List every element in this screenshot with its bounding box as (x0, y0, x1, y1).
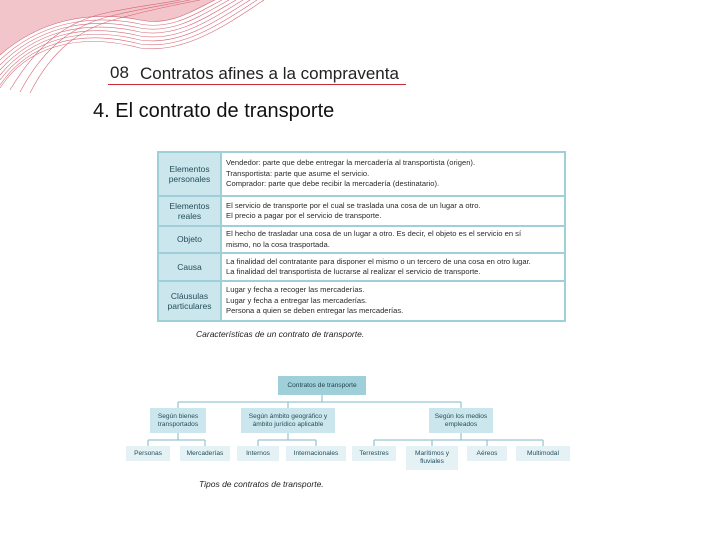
diagram-leaf-node: Personas (126, 446, 170, 461)
diagram-leaf-node: Marítimos y fluviales (406, 446, 458, 470)
chapter-number: 08 (110, 63, 129, 82)
diagram-leaf-node: Terrestres (352, 446, 396, 461)
row-label: Cláusulas particulares (159, 282, 220, 320)
table-caption: Características de un contrato de transporte. (196, 329, 365, 339)
diagram-leaf-node: Internacionales (286, 446, 346, 461)
description-line: Persona a quien se deben entregar las mercaderías. (226, 306, 404, 316)
diagram-group-node: Según bienes transportados (150, 408, 206, 433)
row-label: Elementos reales (159, 197, 220, 225)
description-line: El precio a pagar por el servicio de transporte. (226, 211, 382, 220)
chapter-title: Contratos afines a la compraventa (140, 64, 399, 83)
description-line: La finalidad del contratante para disponer el mismo o un tercero de una cosa en otro lugar. (226, 256, 531, 266)
description-line: La finalidad del transportista de lucrarse al realizar el servicio de transporte. (226, 267, 481, 276)
description-line: mismo, no la cosa trasportada. (226, 239, 330, 249)
diagram-leaf-node: Mercaderías (180, 446, 230, 461)
description-line: Transportista: parte que asume el servicio. (226, 168, 370, 178)
diagram-root-node: Contratos de transporte (278, 376, 366, 395)
description-line: Lugar y fecha a recoger las mercaderías. (226, 285, 365, 295)
description-line: El servicio de transporte por el cual se traslada una cosa de un lugar a otro. (226, 200, 481, 210)
description-line: Lugar y fecha a entregar las mercaderías. (226, 295, 367, 305)
row-label: Elementos personales (159, 153, 220, 195)
diagram-leaf-node: Multimodal (516, 446, 570, 461)
description-line: El hecho de trasladar una cosa de un lugar a otro. Es decir, el objeto es el servicio en sí (226, 229, 522, 239)
description-line: Comprador: parte que debe recibir la mercadería (destinatario). (226, 179, 440, 189)
diagram-leaf-node: Aéreos (467, 446, 507, 461)
diagram-group-node: Según ámbito geográfico y ámbito jurídico aplicable (241, 408, 335, 433)
row-label: Objeto (159, 227, 220, 252)
diagram-leaf-node: Internos (237, 446, 279, 461)
diagram-group-node: Según los medios empleados (429, 408, 493, 433)
description-line: Vendedor: parte que debe entregar la mercadería al transportista (origen). (226, 158, 476, 168)
row-label: Causa (159, 254, 220, 280)
section-title: 4. El contrato de transporte (93, 100, 335, 122)
diagram-caption: Tipos de contratos de transporte. (199, 479, 324, 489)
